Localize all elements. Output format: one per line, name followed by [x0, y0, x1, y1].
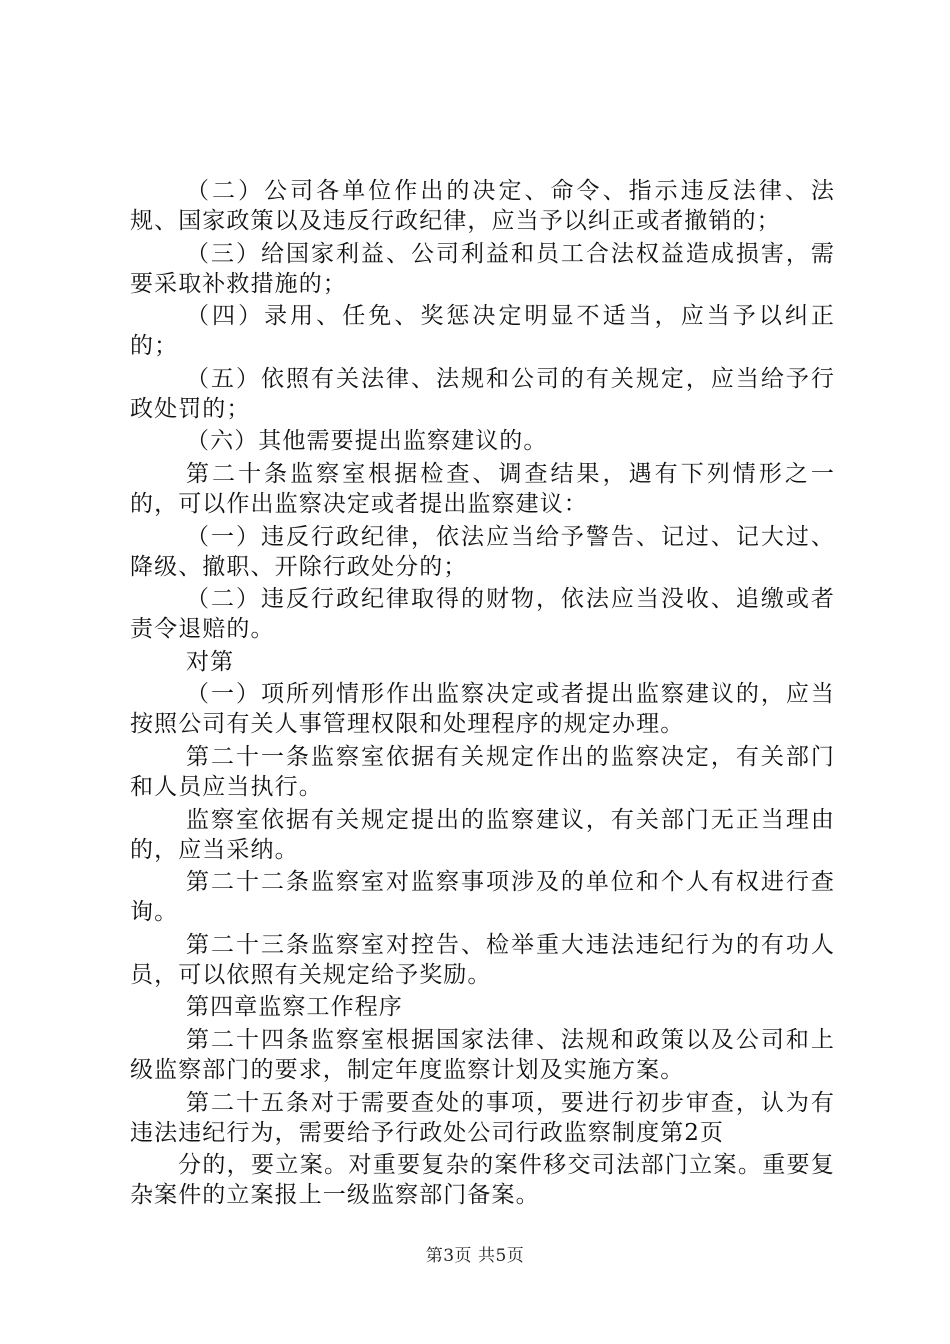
paragraph-item-2: （二）公司各单位作出的决定、命令、指示违反法律、法规、国家政策以及违反行政纪律，应当予以纠正或者撤销的； — [130, 178, 835, 234]
article-23: 第二十三条监察室对控告、检举重大违法违纪行为的有功人员，可以依照有关规定给予奖励。 — [130, 931, 835, 988]
paragraph-item-5: （五）依照有关法律、法规和公司的有关规定，应当给予行政处罚的； — [130, 365, 835, 422]
chapter-4-heading: 第四章监察工作程序 — [186, 994, 403, 1021]
article-25-continued: 分的，要立案。对重要复杂的案件移交司法部门立案。重要复杂案件的立案报上一级监察部门备案。 — [130, 1152, 835, 1209]
article-22: 第二十二条监察室对监察事项涉及的单位和个人有权进行查询。 — [130, 869, 835, 926]
article-21: 第二十一条监察室依据有关规定作出的监察决定，有关部门和人员应当执行。 — [130, 743, 835, 800]
article-24: 第二十四条监察室根据国家法律、法规和政策以及公司和上级监察部门的要求，制定年度监察计划及实施方案。 — [130, 1026, 835, 1083]
document-body — [130, 176, 835, 1213]
article-20-item-1: （一）违反行政纪律，依法应当给予警告、记过、记大过、降级、撤职、开除行政处分的； — [130, 523, 835, 580]
article-20-item-2: （二）违反行政纪律取得的财物，依法应当没收、追缴或者责令退赔的。 — [130, 586, 835, 643]
paragraph-fragment: 对第 — [186, 648, 235, 675]
article-20: 第二十条监察室根据检查、调查结果，遇有下列情形之一的，可以作出监察决定或者提出监察建议： — [130, 460, 835, 517]
paragraph-item-6: （六）其他需要提出监察建议的。 — [186, 428, 548, 455]
article-21-suggestion: 监察室依据有关规定提出的监察建议，有关部门无正当理由的，应当采纳。 — [130, 806, 835, 863]
paragraph-item-4: （四）录用、任免、奖惩决定明显不适当，应当予以纠正的； — [130, 303, 835, 360]
article-25: 第二十五条对于需要查处的事项，要进行初步审查，认为有违法违纪行为，需要给予行政处公司行政监察制度第2页 — [130, 1089, 835, 1146]
paragraph-item-3: （三）给国家利益、公司利益和员工合法权益造成损害，需要采取补救措施的； — [130, 240, 835, 297]
paragraph-item-1-handling: （一）项所列情形作出监察决定或者提出监察建议的，应当按照公司有关人事管理权限和处理程序的规定办理。 — [130, 681, 835, 738]
page-number-footer: 第3页 共5页 — [425, 1246, 525, 1266]
